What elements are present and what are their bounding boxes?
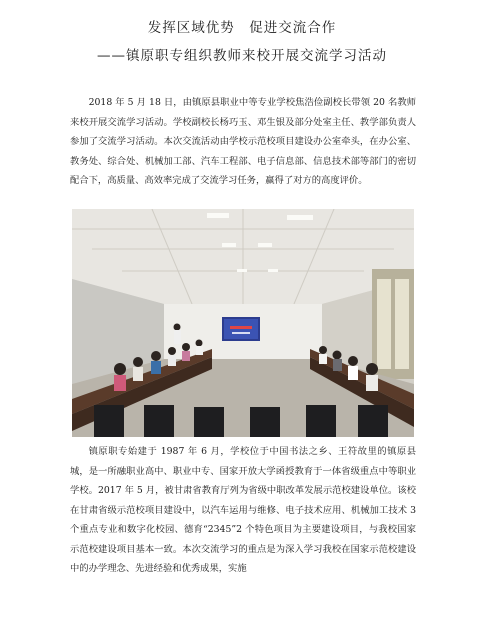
paragraph-school-background: 镇原职专始建于 1987 年 6 月，学校位于中国书法之乡、王符故里的镇原县城，是一所融职业高中、职业中专、国家开放大学函授教育于一体省级重点中等职业学校。2017 年 5 月，被甘肃省教育厅列为省级中职改革发展示范校建设单位。该校在甘肃省级示范校项目建设中，以汽车运用与维修、电子技术应用、机械加工技术 3 个重点专业和数字化校园、德育“2345”2 个特色项目为主要建设项目，与我校国家示范校建设项目基本一致。本次交流学习的重点是为深入学习我校在国家示范校建设中的办学理念、先进经验和优秀成果，实施 (70, 446, 416, 574)
meeting-room-photo (72, 209, 414, 437)
paragraph-intro: 2018 年 5 月 18 日，由镇原县职业中等专业学校焦浩俭副校长带领 20 名教师来校开展交流学习活动。学校副校长杨巧玉、邓生银及部分处室主任、教学部负责人参加了交流学习活动。本次交流活动由学校示范校项目建设办公室牵头，在办公室、教务处、综合处、机械加工部、汽车工程部、电子信息部、信息技术部等部门的密切配合下，高质量、高效率完成了交流学习任务，赢得了对方的高度评价。 (70, 97, 416, 186)
subheadline: ——镇原职专组织教师来校开展交流学习活动 (97, 48, 387, 64)
headline: 发挥区域优势 促进交流合作 (147, 20, 337, 36)
